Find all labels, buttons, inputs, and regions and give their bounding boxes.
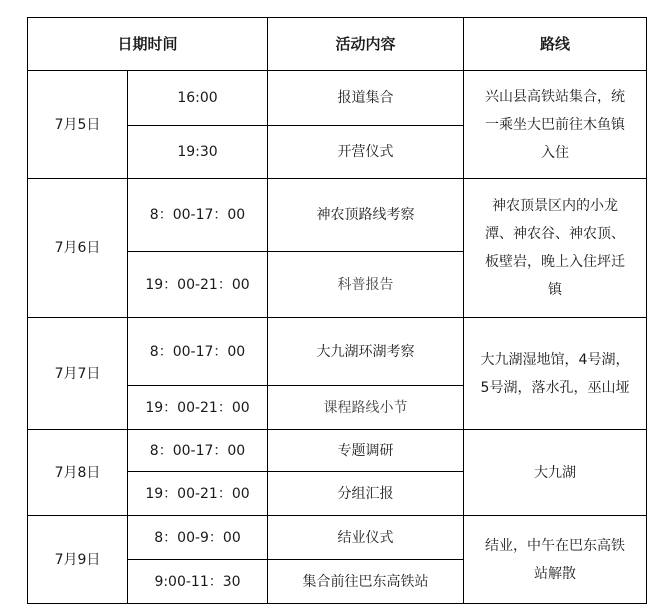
table-row — [28, 318, 647, 386]
activity-cell: 专题调研 — [268, 430, 464, 472]
date-cell: 7月5日 — [28, 71, 128, 179]
table-row — [28, 71, 647, 126]
route-line: 神农顶景区内的小龙 — [492, 198, 619, 214]
time-cell: 8：00-9：00 — [128, 516, 268, 560]
route-line: 入住 — [541, 144, 570, 161]
activity-cell: 开营仪式 — [268, 126, 464, 179]
route-cell — [464, 516, 647, 604]
activity-cell: 分组汇报 — [268, 472, 464, 516]
activity-cell: 大九湖环湖考察 — [268, 318, 464, 386]
date-cell: 7月8日 — [28, 430, 128, 516]
time-cell: 8：00-17：00 — [128, 430, 268, 472]
activity-cell: 结业仪式 — [268, 516, 464, 560]
activity-cell: 神农顶路线考察 — [268, 179, 464, 252]
header-route: 路线 — [464, 18, 647, 71]
time-cell: 8：00-17：00 — [128, 318, 268, 386]
route-line: 板壁岩，晚上入住坪迁 — [485, 254, 626, 270]
time-cell: 9:00-11：30 — [128, 560, 268, 604]
time-cell: 19：00-21：00 — [128, 472, 268, 516]
route-line: 兴山县高铁站集合，统 — [485, 88, 626, 105]
date-cell: 7月9日 — [28, 516, 128, 604]
route-cell — [464, 179, 647, 318]
time-cell: 19:30 — [128, 126, 268, 179]
time-cell: 8：00-17：00 — [128, 179, 268, 252]
route-cell — [464, 71, 647, 179]
route-line: 镇 — [548, 282, 563, 298]
route-line: 潭、神农谷、神农顶、 — [485, 226, 626, 242]
table-row — [28, 430, 647, 472]
activity-cell: 科普报告 — [268, 252, 464, 318]
header-row — [28, 18, 647, 71]
time-cell: 19：00-21：00 — [128, 252, 268, 318]
time-cell: 19：00-21：00 — [128, 386, 268, 430]
date-cell: 7月7日 — [28, 318, 128, 430]
route-line: 大九湖湿地馆，4号湖， — [480, 351, 630, 368]
route-cell — [464, 430, 647, 516]
route-line: 一乘坐大巴前往木鱼镇 — [485, 116, 626, 133]
table-row — [28, 179, 647, 252]
schedule-table — [27, 17, 647, 604]
route-cell — [464, 318, 647, 430]
header-activity: 活动内容 — [268, 18, 464, 71]
activity-cell: 集合前往巴东高铁站 — [268, 560, 464, 604]
date-cell: 7月6日 — [28, 179, 128, 318]
header-datetime: 日期时间 — [28, 18, 268, 71]
table-row — [28, 516, 647, 560]
activity-cell: 报道集合 — [268, 71, 464, 126]
route-line: 5号湖，落水孔，巫山垭 — [480, 379, 630, 396]
time-cell: 16:00 — [128, 71, 268, 126]
route-line: 结业，中午在巴东高铁 — [485, 537, 626, 554]
activity-cell: 课程路线小节 — [268, 386, 464, 430]
route-line: 站解散 — [534, 565, 577, 582]
route-line: 大九湖 — [534, 464, 577, 481]
